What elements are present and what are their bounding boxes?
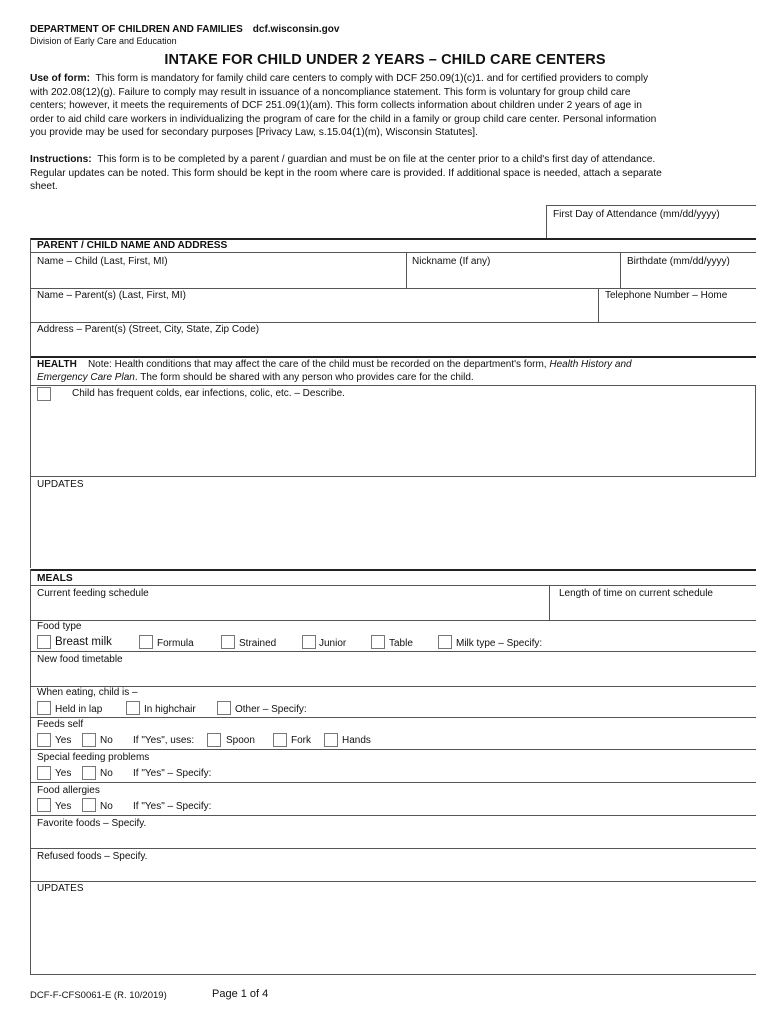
use-of-form-line: order to aid child care workers in individualizing the program of care for the child in a family or group child care center. Personal information: [30, 113, 657, 125]
milk-type-field[interactable]: [556, 636, 754, 650]
instructions-paragraph: [30, 153, 750, 194]
nickname-label: Nickname (If any): [412, 256, 491, 267]
allergies-no-label: No: [100, 801, 113, 812]
eating-other-field[interactable]: [320, 702, 754, 716]
hands-label: Hands: [342, 735, 371, 746]
health-form-name: Health History and: [549, 359, 632, 370]
held-in-lap-label: Held in lap: [55, 704, 103, 715]
health-describe-field[interactable]: [32, 404, 754, 474]
fork-label: Fork: [291, 735, 311, 746]
in-highchair-label: In highchair: [144, 704, 196, 715]
health-updates-field[interactable]: [32, 494, 754, 566]
spoon-label: Spoon: [226, 735, 255, 746]
breast-milk-checkbox[interactable]: [37, 635, 51, 649]
formula-checkbox[interactable]: [139, 635, 153, 649]
feeds-self-no-label: No: [100, 735, 113, 746]
use-of-form-paragraph: [30, 72, 750, 140]
division-name: Division of Early Care and Education: [30, 36, 177, 46]
meals-section-title: MEALS: [37, 573, 73, 584]
health-form-name-cont: Emergency Care Plan: [37, 372, 135, 383]
strained-checkbox[interactable]: [221, 635, 235, 649]
eating-other-label: Other – Specify:: [235, 704, 307, 715]
held-in-lap-checkbox[interactable]: [37, 701, 51, 715]
schedule-length-field[interactable]: [551, 602, 754, 618]
use-of-form-line: This form is mandatory for family child care centers to comply with DCF 250.09(1)(c)1. and for certified providers to comply: [95, 73, 649, 84]
health-updates-label: UPDATES: [37, 479, 84, 490]
parent-child-section-title: PARENT / CHILD NAME AND ADDRESS: [37, 240, 228, 251]
page-number: Page 1 of 4: [212, 988, 269, 1000]
health-note-text: Note: Health conditions that may affect the care of the child must be recorded on the department's form,: [87, 359, 550, 370]
special-feeding-yes-checkbox[interactable]: [37, 766, 51, 780]
address-field[interactable]: [32, 338, 754, 354]
child-name-field[interactable]: [32, 270, 404, 286]
feeding-schedule-field[interactable]: [32, 602, 546, 618]
frequent-colds-checkbox[interactable]: [37, 387, 51, 401]
first-day-label: First Day of Attendance (mm/dd/yyyy): [553, 209, 720, 220]
in-highchair-checkbox[interactable]: [126, 701, 140, 715]
meals-updates-field[interactable]: [32, 898, 754, 972]
formula-label: Formula: [157, 638, 194, 649]
telephone-field[interactable]: [600, 304, 754, 320]
fork-checkbox[interactable]: [273, 733, 287, 747]
department-header: [30, 24, 339, 35]
special-feeding-specify-label: If "Yes" – Specify:: [133, 768, 212, 779]
form-title: INTAKE FOR CHILD UNDER 2 YEARS – CHILD CARE CENTERS: [164, 52, 606, 68]
schedule-length-label: Length of time on current schedule: [559, 588, 713, 599]
strained-label: Strained: [239, 638, 277, 649]
refused-foods-field[interactable]: [32, 865, 754, 879]
milk-type-label: Milk type – Specify:: [456, 638, 543, 649]
instructions-line: Regular updates can be noted. This form should be kept in the room where care is provided. If additional space is needed, attach a separate: [30, 167, 662, 179]
frequent-colds-label: Child has frequent colds, ear infections, colic, etc. – Describe.: [72, 388, 345, 399]
allergies-yes-checkbox[interactable]: [37, 798, 51, 812]
birthdate-label: Birthdate (mm/dd/yyyy): [627, 256, 730, 267]
allergies-no-checkbox[interactable]: [82, 798, 96, 812]
use-of-form-label: Use of form:: [30, 73, 90, 84]
nickname-field[interactable]: [408, 270, 618, 286]
milk-type-checkbox[interactable]: [438, 635, 452, 649]
eating-other-checkbox[interactable]: [217, 701, 231, 715]
feeds-self-yes-checkbox[interactable]: [37, 733, 51, 747]
table-food-checkbox[interactable]: [371, 635, 385, 649]
birthdate-field[interactable]: [622, 270, 754, 286]
allergies-yes-label: Yes: [55, 801, 72, 812]
health-section-title: HEALTH: [37, 359, 77, 370]
instructions-label: Instructions:: [30, 154, 92, 165]
address-label: Address – Parent(s) (Street, City, State, Zip Code): [37, 324, 260, 335]
junior-label: Junior: [319, 638, 347, 649]
food-allergies-label: Food allergies: [37, 785, 100, 796]
form-id: DCF-F-CFS0061-E (R. 10/2019): [30, 990, 167, 1001]
feeds-self-no-checkbox[interactable]: [82, 733, 96, 747]
special-feeding-no-label: No: [100, 768, 113, 779]
new-food-field[interactable]: [32, 668, 754, 684]
parent-name-field[interactable]: [32, 304, 596, 320]
refused-foods-label: Refused foods – Specify.: [37, 851, 148, 862]
new-food-label: New food timetable: [37, 654, 123, 665]
use-of-form-line: with 202.08(12)(g). Failure to comply may result in issuance of a noncompliance statement. This form is voluntary for group child care: [30, 86, 631, 98]
food-type-label: Food type: [37, 621, 82, 632]
instructions-line: sheet.: [30, 181, 58, 193]
spoon-checkbox[interactable]: [207, 733, 221, 747]
instructions-line: This form is to be completed by a parent / guardian and must be on file at the center prior to a child's first day of attendance.: [97, 154, 656, 165]
when-eating-label: When eating, child is –: [37, 687, 138, 698]
first-day-field[interactable]: [548, 222, 754, 236]
health-note: [37, 359, 632, 370]
breast-milk-label: Breast milk: [55, 636, 112, 648]
feeds-self-uses-label: If "Yes", uses:: [133, 735, 195, 746]
meals-updates-label: UPDATES: [37, 883, 84, 894]
special-feeding-no-checkbox[interactable]: [82, 766, 96, 780]
special-feeding-field[interactable]: [228, 766, 754, 780]
feeding-schedule-label: Current feeding schedule: [37, 588, 149, 599]
special-feeding-label: Special feeding problems: [37, 752, 150, 763]
department-name: DEPARTMENT OF CHILDREN AND FAMILIES: [30, 24, 243, 35]
use-of-form-line: you provide may be used for secondary purposes [Privacy Law, s.15.04(1)(m), Wisconsin Statutes].: [30, 127, 478, 139]
allergies-field[interactable]: [228, 799, 754, 813]
telephone-label: Telephone Number – Home: [605, 290, 728, 301]
child-name-label: Name – Child (Last, First, MI): [37, 256, 168, 267]
table-food-label: Table: [389, 638, 413, 649]
parent-name-label: Name – Parent(s) (Last, First, MI): [37, 290, 186, 301]
special-feeding-yes-label: Yes: [55, 768, 72, 779]
website: dcf.wisconsin.gov: [252, 24, 340, 35]
allergies-specify-label: If "Yes" – Specify:: [133, 801, 212, 812]
favorite-foods-label: Favorite foods – Specify.: [37, 818, 147, 829]
junior-checkbox[interactable]: [302, 635, 316, 649]
favorite-foods-field[interactable]: [32, 832, 754, 846]
hands-checkbox[interactable]: [324, 733, 338, 747]
use-of-form-line: centers; however, it meets the requirements of DCF 251.09(1)(am). This form collects information about children under 2 years of age in: [30, 100, 642, 112]
health-note-continued: [37, 372, 474, 383]
health-note-text-cont: . The form should be shared with any person who provides care for the child.: [134, 372, 474, 383]
feeds-self-label: Feeds self: [37, 719, 84, 730]
feeds-self-yes-label: Yes: [55, 735, 72, 746]
